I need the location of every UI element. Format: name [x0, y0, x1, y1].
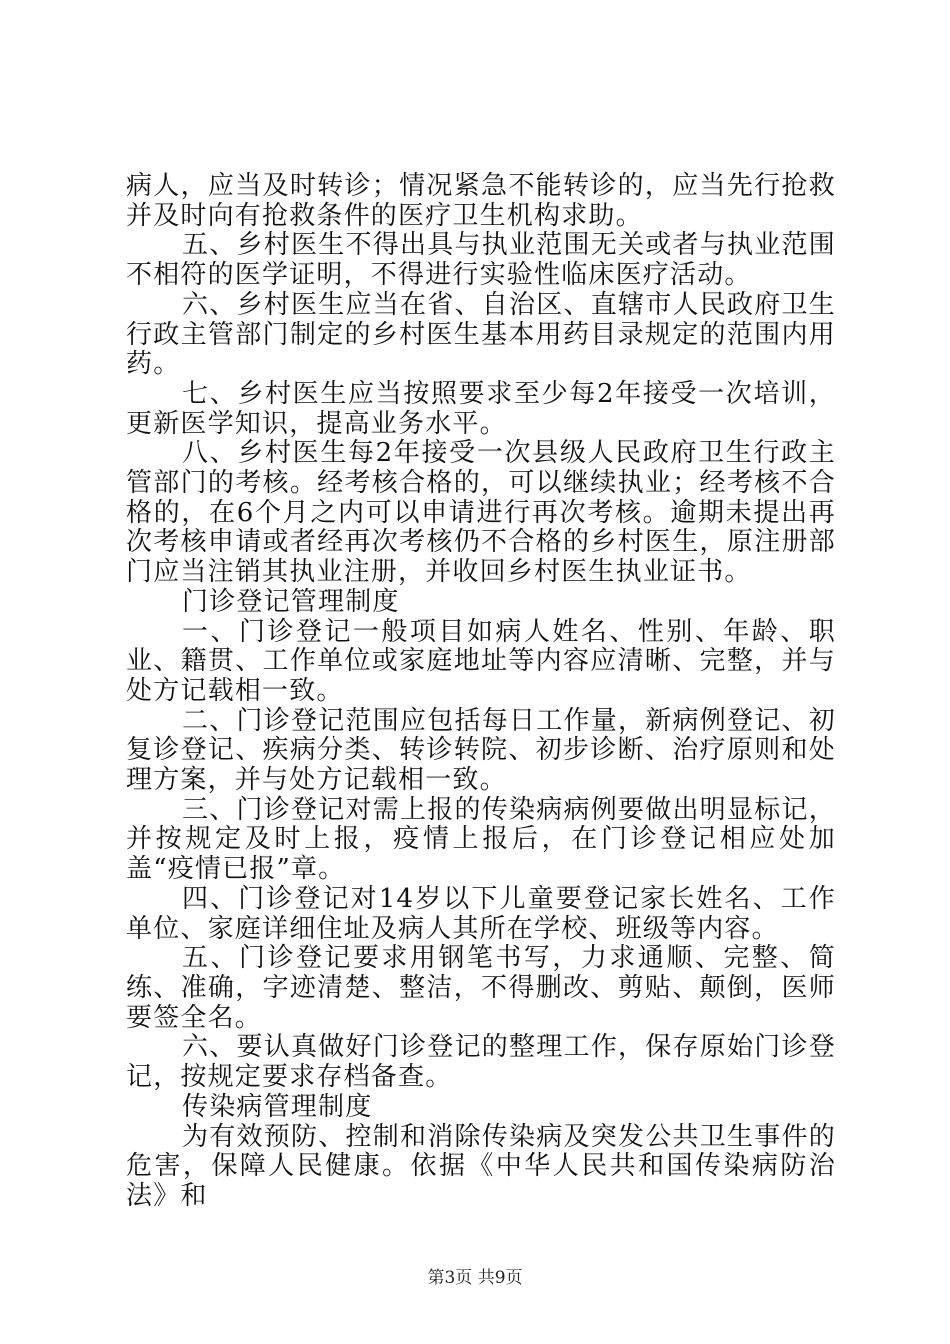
paragraph-registration-3: 三、门诊登记对需上报的传染病病例要做出明显标记，并按规定及时上报，疫情上报后，在门诊登记相应处加盖“疫情已报”章。: [126, 794, 836, 885]
paragraph-rule-7: 七、乡村医生应当按照要求至少每2年接受一次培训，更新医学知识，提高业务水平。: [126, 378, 836, 439]
paragraph-infectious-intro: 为有效预防、控制和消除传染病及突发公共卫生事件的危害，保障人民健康。依据《中华人民共和国传染病防治法》和: [126, 1121, 836, 1211]
paragraph-registration-2: 二、门诊登记范围应包括每日工作量，新病例登记、初复诊登记、疾病分类、转诊转院、初步诊断、治疗原则和处理方案，并与处方记载相一致。: [126, 705, 836, 796]
page-footer: 第3页 共9页: [427, 1268, 523, 1288]
paragraph-rule-8: 八、乡村医生每2年接受一次县级人民政府卫生行政主管部门的考核。经考核合格的，可以继续执业；经考核不合格的，在6个月之内可以申请进行再次考核。逾期未提出再次考核申请或者经再次考核仍不合格的乡村医生，原注册部门应当注销其执业注册，并收回乡村医生执业证书。: [126, 438, 836, 588]
paragraph-rule-5: 五、乡村医生不得出具与执业范围无关或者与执业范围不相符的医学证明，不得进行实验性临床医疗活动。: [126, 230, 836, 291]
paragraph-registration-6: 六、要认真做好门诊登记的整理工作，保存原始门诊登记，按规定要求存档备查。: [126, 1032, 836, 1093]
paragraph-rule-6: 六、乡村医生应当在省、自治区、直辖市人民政府卫生行政主管部门制定的乡村医生基本用药目录规定的范围内用药。: [126, 289, 836, 380]
document-body: [126, 172, 836, 1212]
section-heading-outpatient-registration: 门诊登记管理制度: [182, 586, 400, 617]
paragraph-referral: 病人，应当及时转诊；情况紧急不能转诊的，应当先行抢救并及时向有抢救条件的医疗卫生机构求助。: [126, 171, 836, 231]
paragraph-registration-1: 一、门诊登记一般项目如病人姓名、性别、年龄、职业、籍贯、工作单位或家庭地址等内容应清晰、完整，并与处方记载相一致。: [126, 616, 836, 706]
section-heading-infectious-disease: 传染病管理制度: [182, 1091, 373, 1122]
paragraph-registration-5: 五、门诊登记要求用钢笔书写，力求通顺、完整、简练、准确，字迹清楚、整洁，不得删改、剪贴、颠倒，医师要签全名。: [126, 943, 836, 1033]
paragraph-registration-4: 四、门诊登记对14岁以下儿童要登记家长姓名、工作单位、家庭详细住址及病人其所在学校、班级等内容。: [126, 883, 836, 944]
